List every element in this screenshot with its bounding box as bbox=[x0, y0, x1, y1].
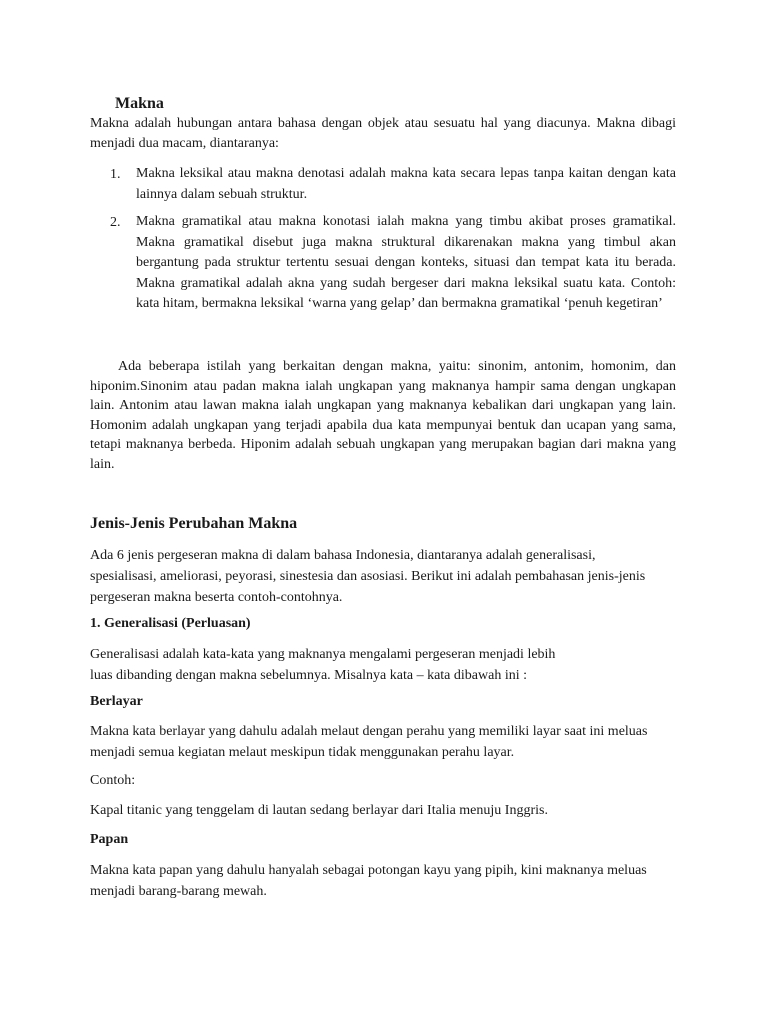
list-number-2: 2. bbox=[110, 215, 121, 230]
contoh-sentence: Kapal titanic yang tenggelam di lautan sedang berlayar dari Italia menuju Inggris. bbox=[90, 803, 548, 818]
contoh-label: Contoh: bbox=[90, 773, 136, 788]
list-item-1: Makna leksikal atau makna denotasi adalah makna kata secara lepas tanpa kaitan dengan kata lainnya dalam sebuah struktur. bbox=[136, 166, 676, 202]
jenis-intro-paragraph: Ada 6 jenis pergeseran makna di dalam bahasa Indonesia, diantaranya adalah generalisasi, spesialisasi, ameliorasi, peyorasi, sinestesia dan asosiasi. Berikut ini adalah pembahasan jenis-jenis pergeseran makna beserta contoh-contohnya. bbox=[90, 548, 646, 605]
heading-berlayar: Berlayar bbox=[90, 694, 143, 709]
generalisasi-paragraph: Generalisasi adalah kata-kata yang maknanya mengalami pergeseran menjadi lebih luas dibanding dengan makna sebelumnya. Misalnya kata – kata dibawah ini : bbox=[90, 647, 556, 683]
heading-papan: Papan bbox=[90, 832, 129, 847]
papan-paragraph: Makna kata papan yang dahulu hanyalah sebagai potongan kayu yang pipih, kini maknanya meluas menjadi barang-barang mewah. bbox=[90, 863, 647, 899]
istilah-paragraph: Ada beberapa istilah yang berkaitan dengan makna, yaitu: sinonim, antonim, homonim, dan hiponim.Sinonim atau padan makna ialah ungkapan yang maknanya hampir sama dengan ungkapan lain. Antonim atau lawan makna ialah ungkapan yang maknanya kebalikan dari ungkapan yang lain. Homonim adalah ungkapan yang terjadi apabila dua kata mempunyai bentuk dan ucapan yang sama, tetapi maknanya berbeda. Hiponim adalah sebuah ungkapan yang merupakan bagian dari makna yang lain. bbox=[90, 359, 676, 472]
berlayar-paragraph: Makna kata berlayar yang dahulu adalah melaut dengan perahu yang memiliki layar saat ini meluas menjadi semua kegiatan melaut meskipun tidak menggunakan perahu layar. bbox=[90, 724, 648, 760]
heading-jenis-perubahan-makna: Jenis-Jenis Perubahan Makna bbox=[90, 515, 298, 532]
heading-generalisasi: 1. Generalisasi (Perluasan) bbox=[90, 616, 251, 631]
heading-makna: Makna bbox=[115, 95, 164, 112]
intro-paragraph: Makna adalah hubungan antara bahasa dengan objek atau sesuatu hal yang diacunya. Makna dibagi menjadi dua macam, diantaranya: bbox=[90, 116, 676, 151]
list-number-1: 1. bbox=[110, 167, 121, 182]
list-item-2: Makna gramatikal atau makna konotasi ialah makna yang timbu akibat proses gramatikal. Makna gramatikal disebut juga makna struktural dikarenakan makna yang timbul akan bergantung pada struktur tertentu sesuai dengan konteks, situasi dan tempat kata itu berada. Makna gramatikal adalah akna yang sudah bergeser dari makna leksikal suatu kata. Contoh: kata hitam, bermakna leksikal ‘warna yang gelap’ dan bermakna gramatikal ‘penuh kegetiran’ bbox=[136, 214, 676, 311]
